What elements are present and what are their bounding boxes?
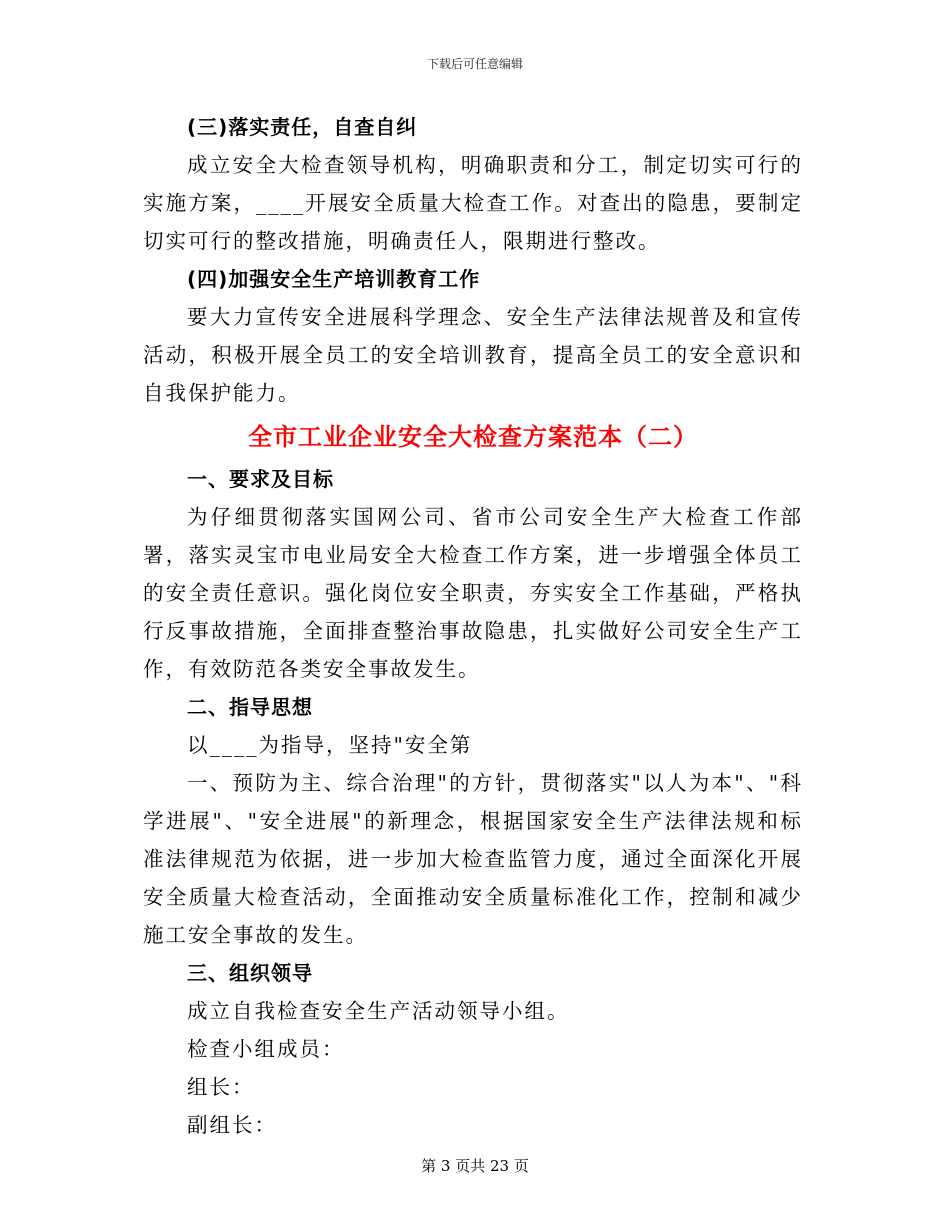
- section-heading-guiding-ideology: 二、指导思想: [187, 695, 313, 719]
- paragraph: 以____为指导，坚持"安全第: [187, 733, 473, 757]
- paragraph: 为仔细贯彻落实国网公司、省市公司安全生产大检查工作部署，落实灵宝市电业局安全大检查工作方案，进一步增强全体员工的安全责任意识。强化岗位安全职责，夯实安全工作基础，严格执行反事故措施，全面排查整治事故隐患，扎实做好公司安全生产工作，有效防范各类安全事故发生。: [143, 505, 803, 681]
- paragraph: 一、预防为主、综合治理"的方针，贯彻落实"以人为本"、"科学进展"、"安全进展"的新理念，根据国家安全生产法律法规和标准法律规范为依据，进一步加大检查监管力度，通过全面深化开展安全质量大检查活动，全面推动安全质量标准化工作，控制和减少施工安全事故的发生。: [143, 771, 803, 947]
- paragraph: 副组长：: [187, 1113, 277, 1137]
- page-header-note: 下载后可任意编辑: [426, 57, 523, 71]
- section-heading-3: (三)落实责任，自查自纠: [187, 115, 418, 139]
- paragraph: 成立自我检查安全生产活动领导小组。: [187, 999, 570, 1023]
- paragraph: 要大力宣传安全进展科学理念、安全生产法律法规普及和宣传活动，积极开展全员工的安全培训教育，提高全员工的安全意识和自我保护能力。: [143, 305, 803, 405]
- paragraph: 组长：: [187, 1075, 255, 1099]
- paragraph: 检查小组成员：: [187, 1037, 345, 1061]
- document-body: [143, 108, 803, 1144]
- section-heading-requirements: 一、要求及目标: [187, 467, 334, 491]
- page-number: 第 3 页共 23 页: [421, 1157, 529, 1175]
- document-title: 全市工业企业安全大检查方案范本（二）: [248, 423, 698, 451]
- section-heading-organization: 三、组织领导: [187, 961, 313, 985]
- paragraph: 成立安全大检查领导机构，明确职责和分工，制定切实可行的实施方案，____开展安全质量大检查工作。对查出的隐患，要制定切实可行的整改措施，明确责任人，限期进行整改。: [143, 153, 803, 253]
- section-heading-4: (四)加强安全生产培训教育工作: [187, 267, 481, 291]
